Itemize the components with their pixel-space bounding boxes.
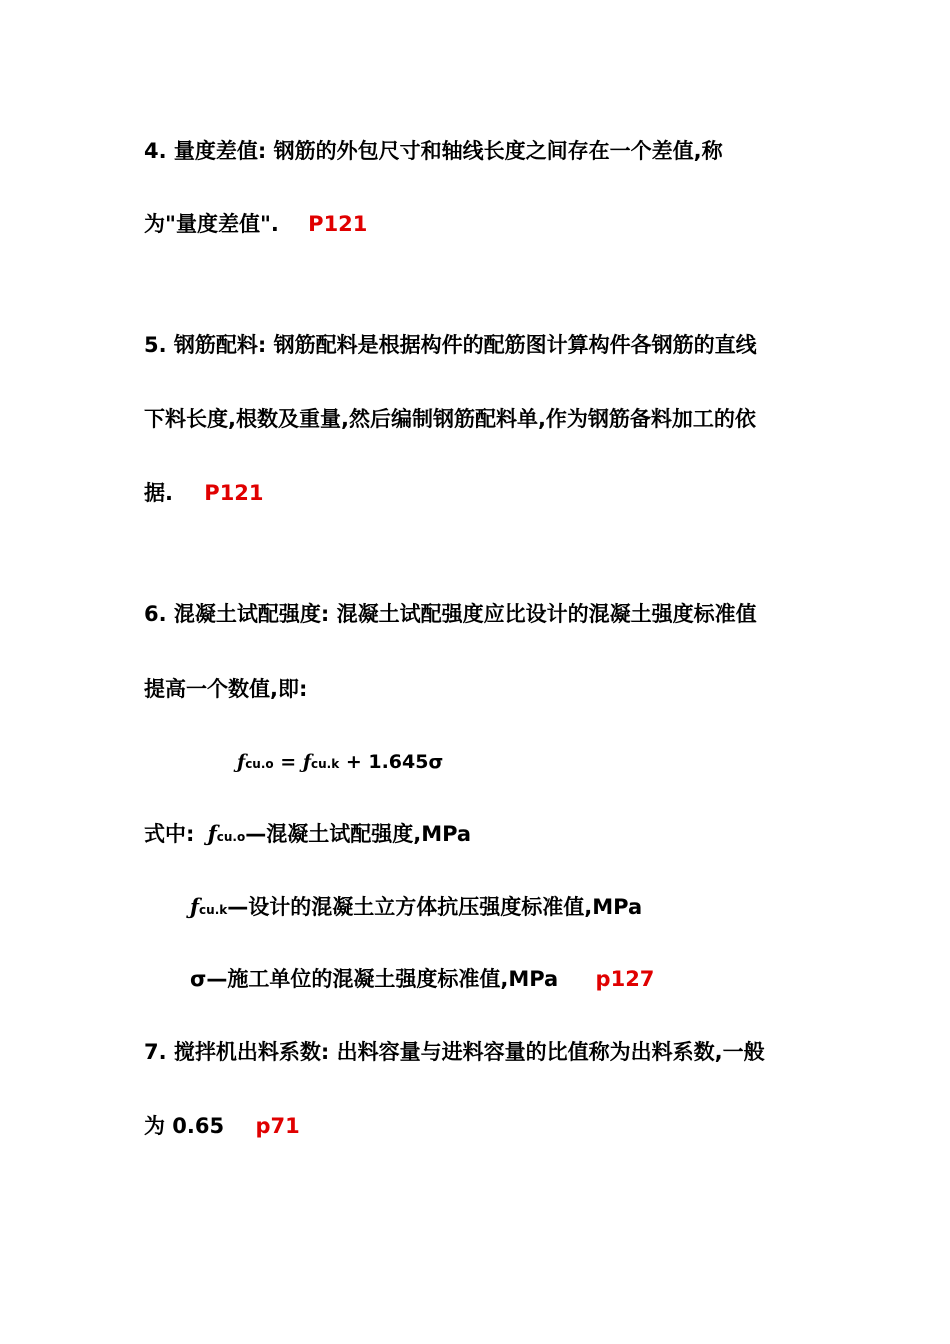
def-1-f-symbol: ƒ	[207, 821, 217, 846]
def-1-text: —混凝土试配强度,MPa	[245, 822, 472, 846]
formula-subscript-cuk: cu.k	[311, 757, 340, 771]
item-5-line-1	[144, 331, 757, 359]
def-3-line	[190, 965, 654, 993]
item-4-page-ref: P121	[308, 212, 368, 236]
item-5-line-3	[144, 479, 264, 507]
item-4-term: 4. 量度差值:	[144, 139, 267, 163]
item-7-line-1	[144, 1038, 765, 1066]
item-7-text-2: 为 0.65	[144, 1114, 225, 1138]
item-6-line-1	[144, 600, 757, 628]
item-5-text-1: 钢筋配料是根据构件的配筋图计算构件各钢筋的直线	[273, 333, 757, 357]
formula-f-symbol-2: ƒ	[302, 751, 311, 773]
item-6-page-ref: p127	[595, 967, 655, 991]
formula-subscript-cuo: cu.o	[245, 757, 274, 771]
item-7-page-ref: p71	[255, 1114, 300, 1138]
def-2-text: —设计的混凝土立方体抗压强度标准值,MPa	[227, 895, 643, 919]
item-7-line-2	[144, 1112, 300, 1140]
item-4-text-2: 为"量度差值".	[144, 212, 279, 236]
item-5-text-3: 据.	[144, 481, 173, 505]
item-4-line-1	[144, 137, 723, 165]
item-5-term: 5. 钢筋配料:	[144, 333, 267, 357]
formula-rest: + 1.645σ	[339, 751, 444, 773]
def-1-subscript: cu.o	[216, 830, 246, 844]
where-label: 式中:	[144, 822, 195, 846]
item-4-text-1: 钢筋的外包尺寸和轴线长度之间存在一个差值,称	[273, 139, 723, 163]
item-6-term: 6. 混凝土试配强度:	[144, 602, 330, 626]
item-7-term: 7. 搅拌机出料系数:	[144, 1040, 330, 1064]
where-line	[144, 820, 471, 851]
formula-f-symbol: ƒ	[237, 751, 246, 773]
def-2-subscript: cu.k	[199, 903, 228, 917]
item-4-line-2	[144, 210, 367, 238]
item-6-text-1: 混凝土试配强度应比设计的混凝土强度标准值	[336, 602, 757, 626]
item-5-page-ref: P121	[204, 481, 264, 505]
def-2-line	[190, 893, 642, 924]
item-5-text-2: 下料长度,根数及重量,然后编制钢筋配料单,作为钢筋备料加工的依	[144, 407, 756, 431]
item-6-text-2: 提高一个数值,即:	[144, 677, 308, 701]
def-2-f-symbol: ƒ	[190, 894, 200, 919]
item-5-line-2	[144, 405, 756, 433]
def-3-text: σ—施工单位的混凝土强度标准值,MPa	[190, 967, 559, 991]
formula	[237, 748, 443, 778]
item-6-line-2	[144, 675, 307, 703]
formula-equals: =	[273, 751, 303, 773]
item-7-text-1: 出料容量与进料容量的比值称为出料系数,一般	[336, 1040, 765, 1064]
